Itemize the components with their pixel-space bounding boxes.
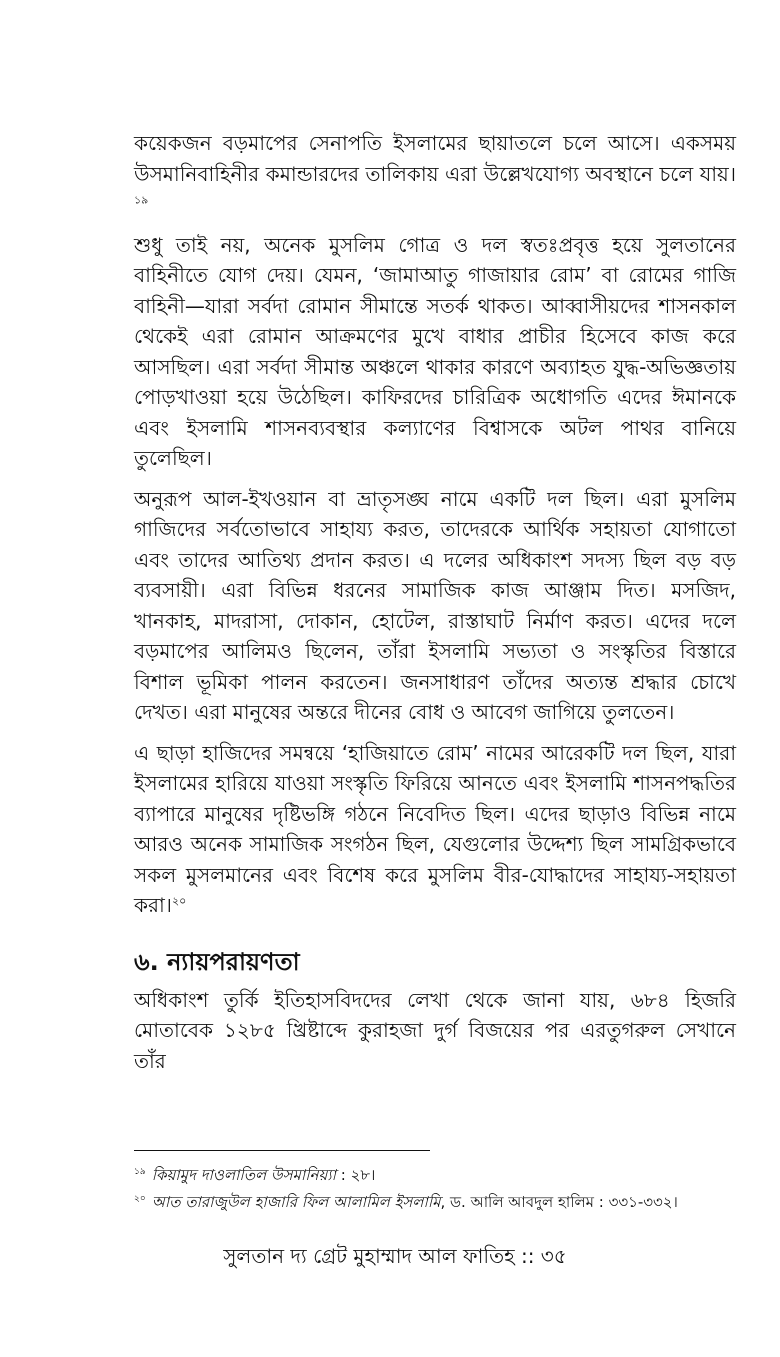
section-heading: ৬. ন্যায়পরায়ণতা xyxy=(134,947,300,976)
paragraph xyxy=(134,230,736,474)
footnote-source-detail: , ড. আলি আবদুল হালিম : ৩৩১-৩৩২। xyxy=(440,1193,678,1211)
section-paragraph: অধিকাংশ তুর্কি ইতিহাসবিদদের লেখা থেকে জানা যায়, ৬৮৪ হিজরি মোতাবেক ১২৮৫ খ্রিষ্টাব্দে কুরাহজা দুর্গ বিজয়ের পর এরতুগরুল সেখানে তাঁর xyxy=(134,987,736,1073)
footnote-reference[interactable]: ২০ xyxy=(171,894,187,908)
paragraph xyxy=(134,738,736,921)
footnotes xyxy=(134,1162,736,1216)
paragraph xyxy=(134,128,736,220)
footnote-source-detail: : ২৮। xyxy=(335,1166,376,1184)
paragraph-text: অনুরূপ আল-ইখওয়ান বা ভ্রাতৃসঙ্ঘ নামে একটি দল ছিল। এরা মুসলিম গাজিদের সর্বতোভাবে সাহায্য করত, তাদেরকে আর্থিক সহায়তা যোগাতো এবং তাদের আতিথ্য প্রদান করত। এ দলের অধিকাংশ সদস্য ছিল বড় বড় ব্যবসায়ী। এরা বিভিন্ন ধরনের সামাজিক কাজ আঞ্জাম দিত। মসজিদ, খানকাহ, মাদরাসা, দোকান, হোটেল, রাস্তাঘাট নির্মাণ করত। এদের দলে বড়মাপের আলিমও ছিলেন, তাঁরা ইসলামি সভ্যতা ও সংস্কৃতির বিস্তারে বিশাল ভূমিকা পালন করতেন। জনসাধারণ তাঁদের অত্যন্ত শ্রদ্ধার চোখে দেখত। এরা মানুষের অন্তরে দীনের বোধ ও আবেগ জাগিয়ে তুলতেন। xyxy=(134,486,736,724)
paragraph-text: এ ছাড়া হাজিদের সমন্বয়ে ‘হাজিয়াতে রোম’ নামের আরেকটি দল ছিল, যারা ইসলামের হারিয়ে যাওয়া সংস্কৃতি ফিরিয়ে আনতে এবং ইসলামি শাসনপদ্ধতির ব্যাপারে মানুষের দৃষ্টিভঙ্গি গঠনে নিবেদিত ছিল। এদের ছাড়াও বিভিন্ন নামে আরও অনেক সামাজিক সংগঠন ছিল, যেগুলোর উদ্দেশ্য ছিল সামগ্রিকভাবে সকল মুসলমানের এবং বিশেষ করে মুসলিম বীর-যোদ্ধাদের সাহায্য-সহায়তা করা। xyxy=(134,740,736,917)
footnote-divider xyxy=(134,1150,430,1151)
footnote-source-title: কিয়ামুদ দাওলাতিল উসমানিয়্যা xyxy=(151,1166,336,1184)
footnote-number: ১৯ xyxy=(134,1167,146,1177)
footnote-item xyxy=(134,1189,736,1216)
footnote-item xyxy=(134,1162,736,1189)
paragraph-text: কয়েকজন বড়মাপের সেনাপতি ইসলামের ছায়াতলে চলে আসে। একসময় উসমানিবাহিনীর কমান্ডারদের তালিকায় এরা উল্লেখযোগ্য অবস্থানে চলে যায়। xyxy=(134,131,736,186)
page-body xyxy=(134,128,736,1076)
running-footer: সুলতান দ্য গ্রেট মুহাম্মাদ আল ফাতিহ :: ৩৫ xyxy=(223,1244,567,1268)
footnote-source-title: আত তারাজুউল হাজারি ফিল আলামিল ইসলামি xyxy=(151,1193,441,1211)
paragraph xyxy=(134,484,736,728)
footnote-number: ২০ xyxy=(134,1194,146,1204)
footnote-reference[interactable]: ১৯ xyxy=(134,193,149,207)
paragraph-text: শুধু তাই নয়, অনেক মুসলিম গোত্র ও দল স্বতঃপ্রবৃত্ত হয়ে সুলতানের বাহিনীতে যোগ দেয়। যেমন, ‘জামাআতু গাজায়ার রোম’ বা রোমের গাজি বাহিনী—যারা সর্বদা রোমান সীমান্তে সতর্ক থাকত। আব্বাসীয়দের শাসনকাল থেকেই এরা রোমান আক্রমণের মুখে বাধার প্রাচীর হিসেবে কাজ করে আসছিল। এরা সর্বদা সীমান্ত অঞ্চলে থাকার কারণে অব্যাহত যুদ্ধ-অভিজ্ঞতায় পোড়খাওয়া হয়ে উঠেছিল। কাফিরদের চারিত্রিক অধোগতি এদের ঈমানকে এবং ইসলামি শাসনব্যবস্থার কল্যাণের বিশ্বাসকে অটল পাথর বানিয়ে তুলেছিল। xyxy=(134,232,737,470)
